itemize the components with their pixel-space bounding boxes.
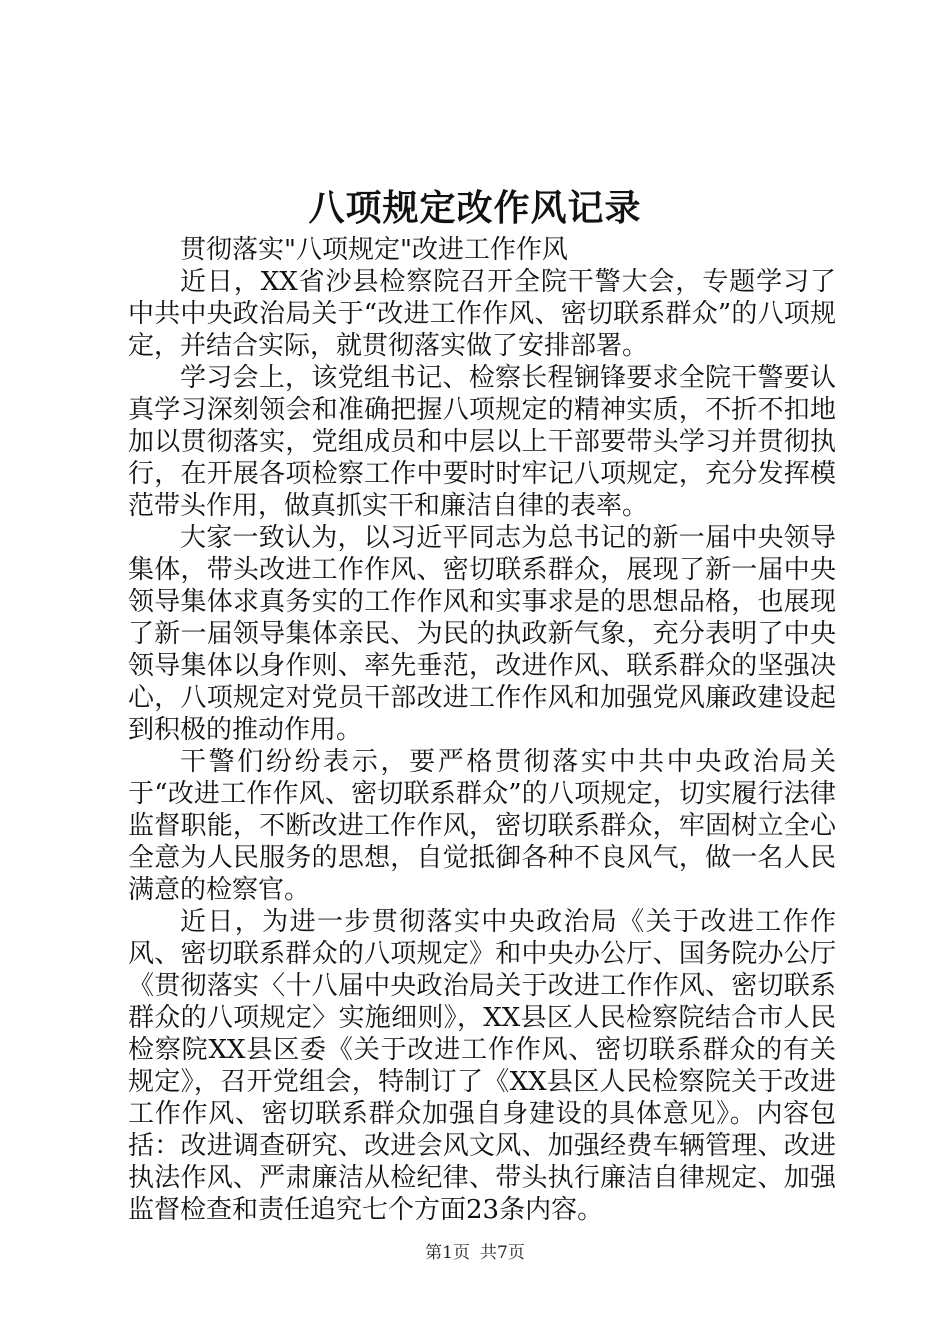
page-number: 第1页 (425, 1243, 470, 1263)
document-body (128, 234, 836, 1226)
paragraph: 近日，为进一步贯彻落实中央政治局《关于改进工作作风、密切联系群众的八项规定》和中央办公厅、国务院办公厅《贯彻落实〈十八届中央政治局关于改进工作作风、密切联系群众的八项规定〉实施细则》，XX县区人民检察院结合市人民检察院XX县区委《关于改进工作作风、密切联系群众的有关规定》，召开党组会，特制订了《XX县区人民检察院关于改进工作作风、密切联系群众加强自身建设的具体意见》。内容包括：改进调查研究、改进会风文风、加强经费车辆管理、改进执法作风、严肃廉洁从检纪律、带头执行廉洁自律规定、加强监督检查和责任追究七个方面23条内容。 (128, 907, 836, 1225)
document-title: 八项规定改作风记录 (308, 187, 642, 229)
page-total: 共7页 (480, 1243, 525, 1263)
paragraph: 大家一致认为，以习近平同志为总书记的新一届中央领导集体，带头改进工作作风、密切联系群众，展现了新一届中央领导集体求真务实的工作作风和实事求是的思想品格，也展现了新一届领导集体亲民、为民的执政新气象，充分表明了中央领导集体以身作则、率先垂范，改进作风、联系群众的坚强决心，八项规定对党员干部改进工作作风和加强党风廉政建设起到积极的推动作用。 (128, 523, 836, 745)
page-footer (0, 1241, 950, 1265)
paragraph: 近日，XX省沙县检察院召开全院干警大会，专题学习了中共中央政治局关于“改进工作作风、密切联系群众”的八项规定，并结合实际，就贯彻落实做了安排部署。 (128, 267, 836, 361)
paragraph: 干警们纷纷表示，要严格贯彻落实中共中央政治局关于“改进工作作风、密切联系群众”的八项规定，切实履行法律监督职能，不断改进工作作风，密切联系群众，牢固树立全心全意为人民服务的思想，自觉抵御各种不良风气，做一名人民满意的检察官。 (128, 747, 836, 905)
paragraph: 学习会上，该党组书记、检察长程锎锋要求全院干警要认真学习深刻领会和准确把握八项规定的精神实质，不折不扣地加以贯彻落实，党组成员和中层以上干部要带头学习并贯彻执行，在开展各项检察工作中要时时牢记八项规定，充分发挥模范带头作用，做真抓实干和廉洁自律的表率。 (128, 363, 836, 521)
paragraph-subtitle: 贯彻落实"八项规定"改进工作作风 (180, 235, 568, 265)
